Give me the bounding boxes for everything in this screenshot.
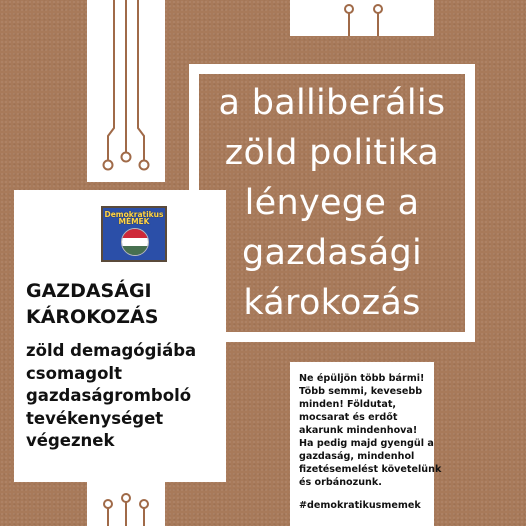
headline-line: gazdasági [241,233,422,273]
right-text-line: mocsarat és erdőt [299,412,398,423]
right-text-line: Több semmi, kevesebb [299,386,423,397]
circuit-trace-icon [87,482,165,526]
left-body-line: csomagolt [26,363,122,383]
logo-line: MÉMEK [118,217,150,226]
headline-frame [189,64,475,342]
right-text-line: fizetésemelést követelünk [299,464,442,475]
hungarian-flag-icon [121,228,149,256]
headline-line: a balliberális [218,83,446,123]
top-right-strip [290,0,434,36]
headline-line: károkozás [243,283,421,323]
left-body-line: végeznek [26,431,115,450]
demokratikus-memek-logo [101,206,167,262]
headline [219,78,446,328]
logo-text [103,211,165,225]
left-body-line: tevékenységet [26,408,164,428]
left-card [14,190,226,482]
right-text-line: és orbánozunk. [299,477,382,488]
left-body [26,340,196,453]
circuit-trace-icon [87,0,165,182]
top-left-strip [87,0,165,182]
right-text-line: Ha pedig majd gyengül a [299,438,434,449]
circuit-trace-icon [290,0,434,36]
logo-line: Demokratikus [104,210,164,219]
left-body-line: gazdaságromboló [26,386,192,405]
bottom-left-strip [87,482,165,526]
right-text-line: gazdaság, mindenhol [299,451,415,462]
hashtag: #demokratikusmemek [299,500,421,511]
headline-line: zöld politika [224,133,440,173]
right-text-line: Ne épüljön több bármi! [299,373,425,384]
left-title-line: KÁROKOZÁS [26,306,159,328]
right-text-line: minden! Földutat, [299,399,397,410]
left-title [26,278,158,330]
headline-line: lényege a [244,183,420,223]
left-title-line: GAZDASÁGI [26,280,152,302]
right-text [299,372,441,489]
right-text-line: akarunk mindenhova! [299,425,418,436]
right-card [290,362,442,526]
left-body-line: zöld demagógiába [26,341,197,360]
